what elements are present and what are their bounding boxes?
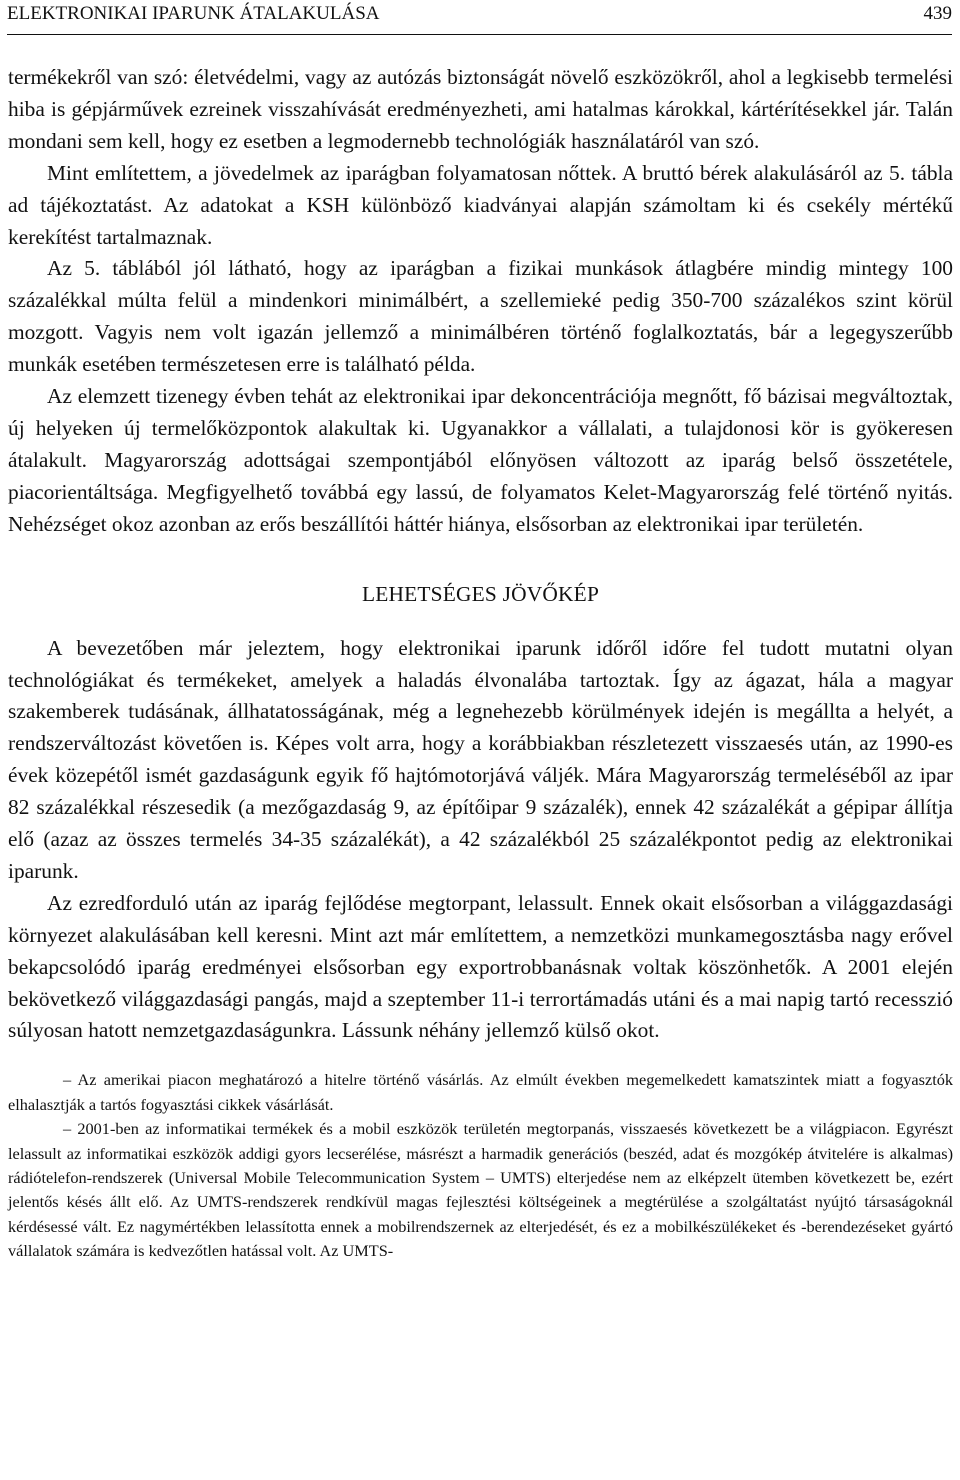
paragraph: Az ezredforduló után az iparág fejlődése megtorpant, lelassult. Ennek okait elsősorban a világgazdasági környezet alakulásában kell keresni. Mint azt már említettem, a nemzetközi munkamegosztásba nagy erővel bekapcsolódó iparág eredményei elsősorban egy exportrobbanásnak voltak köszönhetők. A 2001 elején bekövetkező világgazdasági pangás, majd a szeptember 11-i terrortámadás utáni és a mai napig tartó recesszió súlyosan hatott nemzetgazdaságunkra. Lássunk néhány jellemző külső okot. (8, 890, 953, 1043)
list-item: – 2001-ben az informatikai termékek és a mobil eszközök területén megtorpanás, visszaesés következett be a világpiacon. Egyrészt lelassult az informatikai eszközök addigi gyors lecserélése, másrészt a harmadik generációs (beszéd, adat és mozgókép átvitelére is alkalmas) rádiótelefon-rendszerek (Universal Mobile Telecommunication System – UMTS) elterjedése nem az elképzelt ütemben következett be, ezért jelentős késés állt elő. Az UMTS-rendszerek rendkívül magas fejlesztési költségeinek a megtérülése a szolgáltatást nyújtó társaságoknál kérdésessé vált. Ez nagymértékben lelassította ennek a mobilrendszernek az elterjedését, és ez a mobilkészülékeket és -berendezéseket gyártó vállalatok számára is kedvezőtlen hatással volt. Az UMTS- (8, 1119, 953, 1261)
paragraph: termékekről van szó: életvédelmi, vagy az autózás biztonságát növelő eszközökről, ahol a legkisebb termelési hiba is gépjárművek ezreinek visszahívását eredményezheti, ami hatalmas károkkal, kártérítésekkel jár. Talán mondani sem kell, hogy ez esetben a legmodernebb technológiák használatáról van szó. (8, 65, 953, 153)
paragraph: Az 5. táblából jól látható, hogy az iparágban a fizikai munkások átlagbére mindig mintegy 100 százalékkal múlta felül a mindenkori minimálbért, a szellemieké pedig 350-700 százalékos szint körül mozgott. Vagyis nem volt igazán jellemző a minimálbéren történő foglalkoztatás, bár a legegyszerűbb munkák esetében természetesen erre is található példa. (8, 256, 953, 377)
paragraph: Az elemzett tizenegy évben tehát az elektronikai ipar dekoncentrációja megnőtt, fő bázisai megváltoztak, új helyeken új termelőközpontok alakultak ki. Ugyanakkor a vállalati, a tulajdonosi kör is gyökeresen átalakult. Magyarország adottságai szempontjából előnyösen változott az iparág belső összetétele, piacorientáltsága. Megfigyelhető továbbá egy lassú, de folyamatos Kelet-Magyarország felé történő nyitás. Nehézséget okoz azonban az erős beszállítói háttér hiánya, elsősorban az elektronikai ipar területén. (8, 384, 953, 536)
section-heading: LEHETSÉGES JÖVŐKÉP (361, 581, 600, 606)
list-item: – Az amerikai piacon meghatározó a hitelre történő vásárlás. Az elmúlt években megemelkedett kamatszintek miatt a fogyasztók elhalasztják a tartós fogyasztási cikkek vásárlását. (8, 1070, 953, 1114)
page-number: 439 (923, 3, 952, 24)
page-body (8, 62, 953, 1264)
running-header (7, 0, 952, 32)
paragraph: A bevezetőben már jeleztem, hogy elektronikai iparunk időről időre fel tudott mutatni olyan technológiákat és termékeket, amelyek a haladás élvonalába tartoztak. Így az ágazat, hála a magyar szakemberek tudásának, állhatatosságának, még a legnehezebb körülmények idején is megállta a helyét, a rendszerváltozást követően is. Képes volt arra, hogy a korábbiakban részletezett visszaesés után, az 1990-es évek közepétől ismét gazdaságunk egyik fő hajtómotorjává váljék. Mára Magyarország termeléséből az ipar 82 százalékkal részesedik (a mezőgazdaság 9, az építőipar 9 százalék), ennek 42 százalékát a gépipar állítja elő (azaz az összes termelés 34-35 százalékát), a 42 százalékból 25 százalékpontot pedig az elektronikai iparunk. (8, 635, 953, 883)
header-rule (7, 34, 952, 35)
running-title: ELEKTRONIKAI IPARUNK ÁTALAKULÁSA (7, 3, 380, 24)
main-text (8, 62, 953, 1047)
bullet-list (8, 1068, 953, 1263)
paragraph: Mint említettem, a jövedelmek az iparágban folyamatosan nőttek. A bruttó bérek alakulásáról az 5. tábla ad tájékoztatást. Az adatokat a KSH különböző kiadványai alapján számoltam ki és csekély mértékű kerekítést tartalmaznak. (8, 160, 953, 249)
